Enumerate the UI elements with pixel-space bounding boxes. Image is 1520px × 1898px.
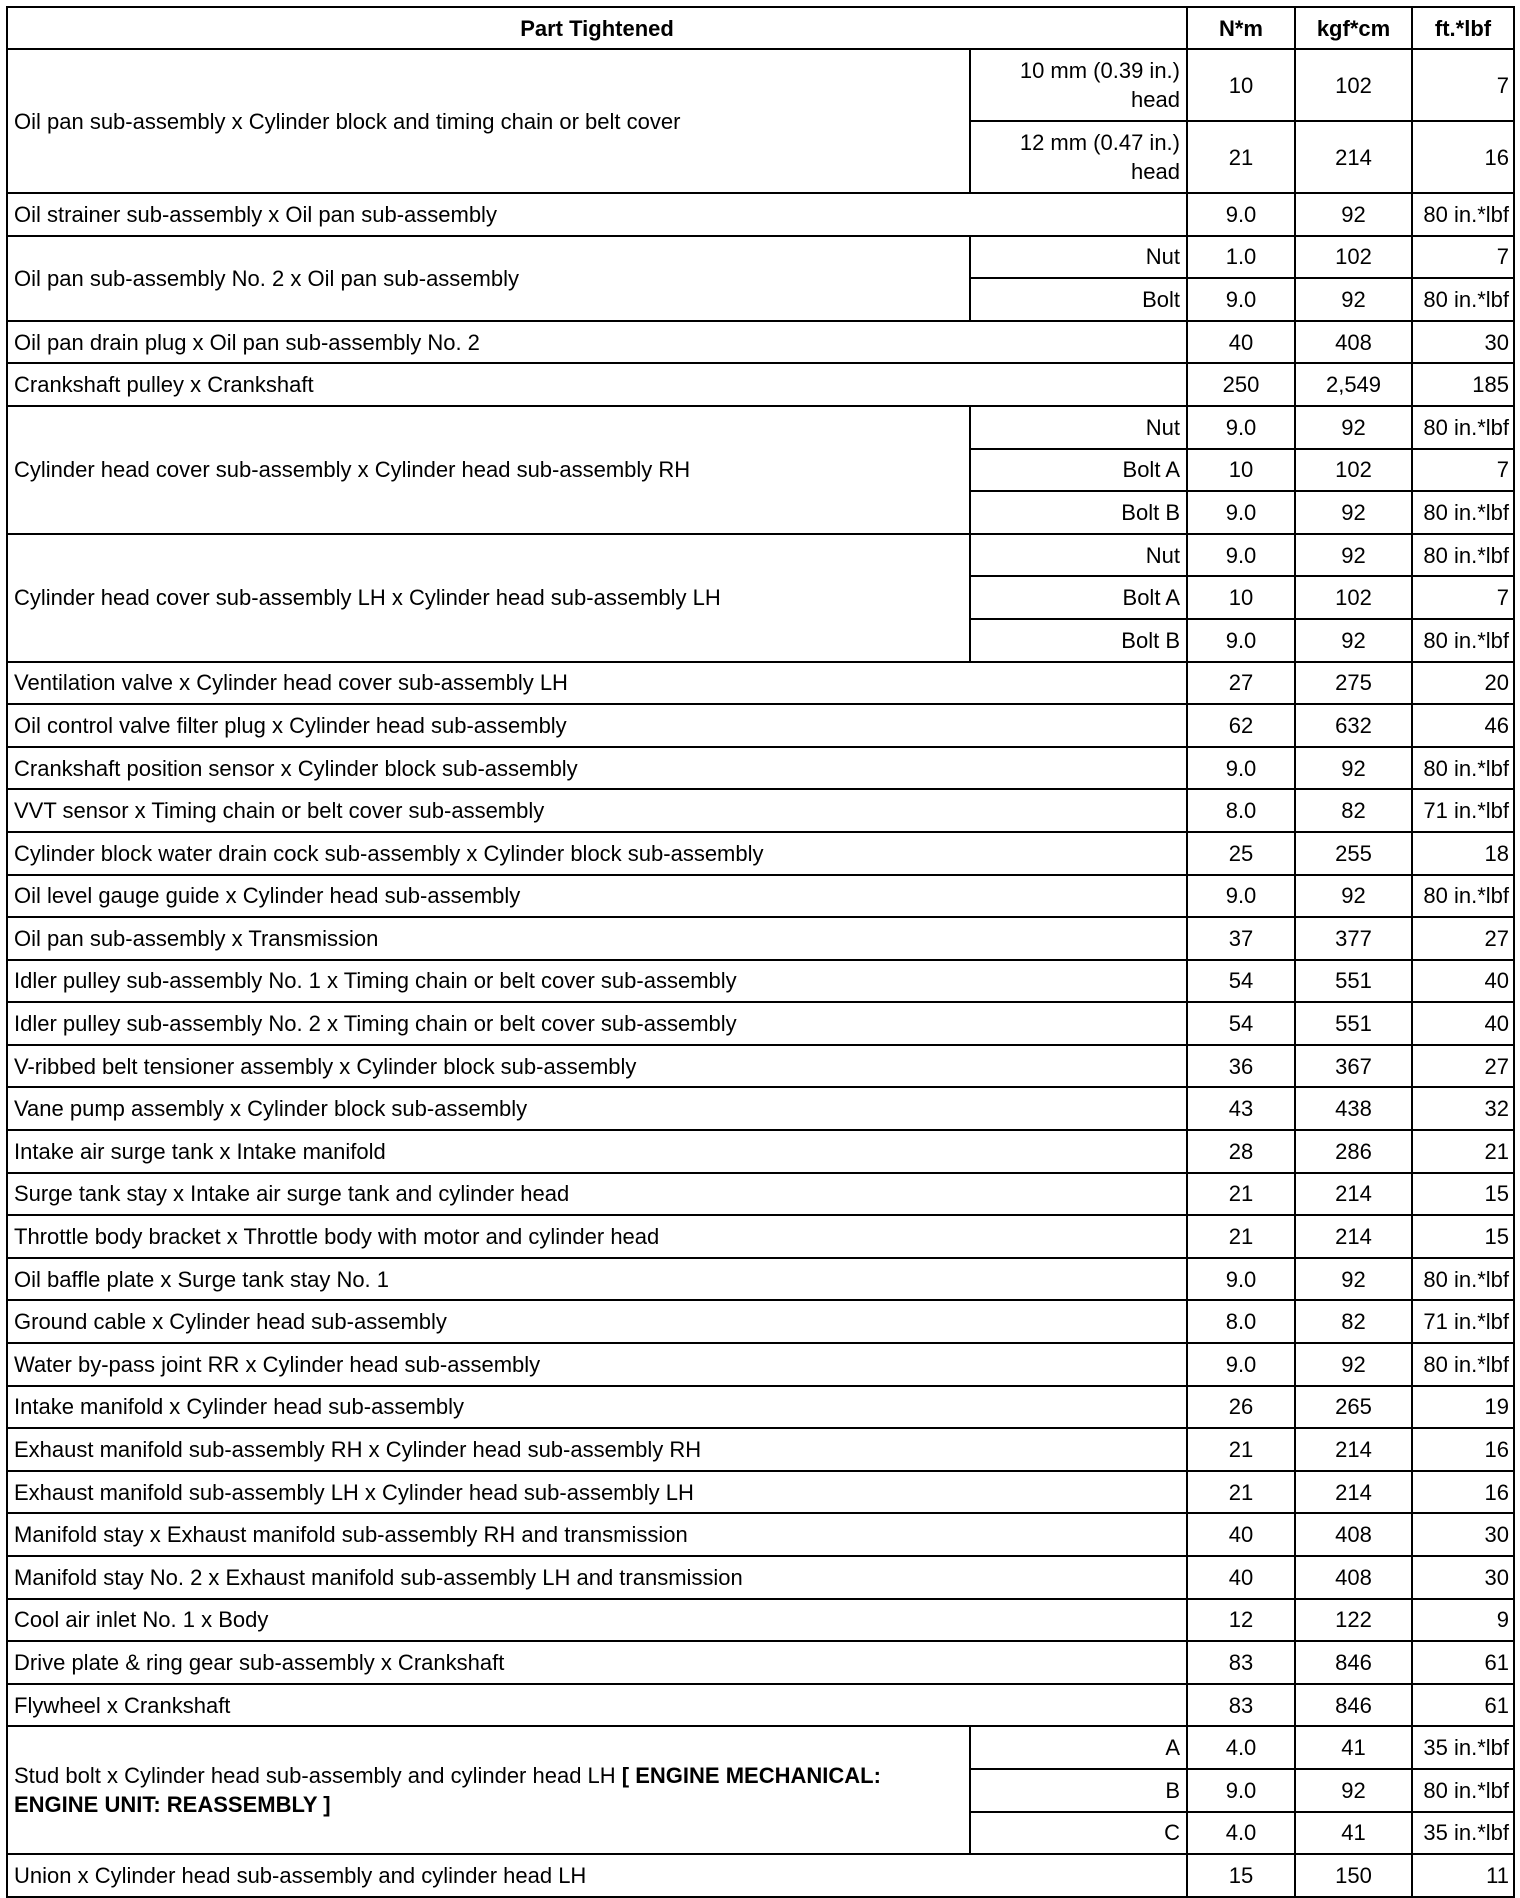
torque-spec-sheet — [6, 6, 1515, 1898]
torque-nm: 83 — [1187, 1641, 1295, 1684]
torque-kgf-cm: 551 — [1295, 960, 1412, 1003]
torque-table — [6, 6, 1515, 1898]
part-name-cell — [7, 236, 970, 321]
fastener-label: Nut — [970, 236, 1187, 279]
torque-kgf-cm: 102 — [1295, 576, 1412, 619]
torque-ft-lbf: 16 — [1412, 121, 1514, 193]
torque-ft-lbf: 80 in.*lbf — [1412, 406, 1514, 449]
part-reference-link-text: [ ENGINE MECHANICAL: ENGINE UNIT: REASSEMBLY ] — [14, 1763, 881, 1818]
part-name: V-ribbed belt tensioner assembly x Cylinder block sub-assembly — [7, 1045, 1187, 1088]
fastener-label: Nut — [970, 406, 1187, 449]
torque-nm: 9.0 — [1187, 1343, 1295, 1386]
table-row — [7, 193, 1514, 236]
part-name: Throttle body bracket x Throttle body with motor and cylinder head — [7, 1215, 1187, 1258]
torque-kgf-cm: 92 — [1295, 1258, 1412, 1301]
part-name: Crankshaft position sensor x Cylinder block sub-assembly — [7, 747, 1187, 790]
part-name: Water by-pass joint RR x Cylinder head sub-assembly — [7, 1343, 1187, 1386]
torque-ft-lbf: 15 — [1412, 1215, 1514, 1258]
part-name: Oil pan drain plug x Oil pan sub-assembly No. 2 — [7, 321, 1187, 364]
torque-nm: 21 — [1187, 1471, 1295, 1514]
table-row — [7, 875, 1514, 918]
part-name: Exhaust manifold sub-assembly RH x Cylinder head sub-assembly RH — [7, 1428, 1187, 1471]
torque-ft-lbf: 19 — [1412, 1386, 1514, 1429]
table-row — [7, 747, 1514, 790]
part-name: Oil control valve filter plug x Cylinder head sub-assembly — [7, 704, 1187, 747]
table-row — [7, 1002, 1514, 1045]
torque-kgf-cm: 214 — [1295, 1215, 1412, 1258]
torque-ft-lbf: 40 — [1412, 960, 1514, 1003]
table-row — [7, 1258, 1514, 1301]
torque-ft-lbf: 27 — [1412, 917, 1514, 960]
fastener-label: Bolt B — [970, 619, 1187, 662]
torque-kgf-cm: 92 — [1295, 1769, 1412, 1812]
part-name: Cylinder head cover sub-assembly LH x Cylinder head sub-assembly LH — [14, 585, 721, 611]
torque-nm: 9.0 — [1187, 193, 1295, 236]
torque-kgf-cm: 286 — [1295, 1130, 1412, 1173]
table-row — [7, 406, 1514, 449]
torque-nm: 9.0 — [1187, 619, 1295, 662]
part-name: Stud bolt x Cylinder head sub-assembly and cylinder head LH — [14, 1763, 616, 1789]
table-row — [7, 1641, 1514, 1684]
torque-nm: 27 — [1187, 662, 1295, 705]
torque-ft-lbf: 7 — [1412, 449, 1514, 492]
fastener-label: Bolt A — [970, 576, 1187, 619]
part-name: Ventilation valve x Cylinder head cover sub-assembly LH — [7, 662, 1187, 705]
torque-nm: 10 — [1187, 576, 1295, 619]
fastener-label: Bolt — [970, 278, 1187, 321]
part-name: Intake manifold x Cylinder head sub-assembly — [7, 1386, 1187, 1429]
table-row — [7, 1428, 1514, 1471]
part-name-cell — [7, 406, 970, 534]
torque-nm: 15 — [1187, 1854, 1295, 1897]
torque-kgf-cm: 92 — [1295, 406, 1412, 449]
torque-kgf-cm: 846 — [1295, 1641, 1412, 1684]
torque-nm: 37 — [1187, 917, 1295, 960]
torque-ft-lbf: 71 in.*lbf — [1412, 1300, 1514, 1343]
torque-nm: 21 — [1187, 1173, 1295, 1216]
table-row — [7, 321, 1514, 364]
torque-nm: 21 — [1187, 1428, 1295, 1471]
torque-ft-lbf: 9 — [1412, 1599, 1514, 1642]
torque-kgf-cm: 92 — [1295, 1343, 1412, 1386]
table-row — [7, 1513, 1514, 1556]
torque-ft-lbf: 80 in.*lbf — [1412, 1343, 1514, 1386]
torque-nm: 25 — [1187, 832, 1295, 875]
torque-ft-lbf: 80 in.*lbf — [1412, 193, 1514, 236]
part-name: Flywheel x Crankshaft — [7, 1684, 1187, 1727]
torque-nm: 54 — [1187, 960, 1295, 1003]
part-name: Oil pan sub-assembly x Transmission — [7, 917, 1187, 960]
table-row — [7, 832, 1514, 875]
table-row — [7, 1556, 1514, 1599]
torque-kgf-cm: 2,549 — [1295, 363, 1412, 406]
table-row — [7, 236, 1514, 279]
header-part-tightened: Part Tightened — [7, 7, 1187, 49]
torque-kgf-cm: 408 — [1295, 1556, 1412, 1599]
part-name: VVT sensor x Timing chain or belt cover sub-assembly — [7, 789, 1187, 832]
table-row — [7, 960, 1514, 1003]
torque-kgf-cm: 92 — [1295, 193, 1412, 236]
part-name-cell — [7, 49, 970, 193]
torque-kgf-cm: 214 — [1295, 1471, 1412, 1514]
torque-kgf-cm: 122 — [1295, 1599, 1412, 1642]
part-name: Oil baffle plate x Surge tank stay No. 1 — [7, 1258, 1187, 1301]
table-row — [7, 534, 1514, 577]
header-nm: N*m — [1187, 7, 1295, 49]
torque-ft-lbf: 7 — [1412, 236, 1514, 279]
torque-ft-lbf: 7 — [1412, 49, 1514, 121]
torque-kgf-cm: 92 — [1295, 619, 1412, 662]
part-name: Drive plate & ring gear sub-assembly x Crankshaft — [7, 1641, 1187, 1684]
torque-kgf-cm: 92 — [1295, 491, 1412, 534]
table-row — [7, 1087, 1514, 1130]
table-body — [7, 49, 1514, 1897]
table-row — [7, 662, 1514, 705]
torque-ft-lbf: 40 — [1412, 1002, 1514, 1045]
torque-kgf-cm: 367 — [1295, 1045, 1412, 1088]
fastener-label: Nut — [970, 534, 1187, 577]
part-name-cell — [7, 1726, 970, 1854]
torque-ft-lbf: 35 in.*lbf — [1412, 1726, 1514, 1769]
torque-nm: 9.0 — [1187, 1258, 1295, 1301]
torque-kgf-cm: 408 — [1295, 321, 1412, 364]
torque-ft-lbf: 61 — [1412, 1684, 1514, 1727]
torque-nm: 9.0 — [1187, 875, 1295, 918]
torque-kgf-cm: 214 — [1295, 1173, 1412, 1216]
fastener-label: Bolt A — [970, 449, 1187, 492]
torque-ft-lbf: 80 in.*lbf — [1412, 278, 1514, 321]
torque-ft-lbf: 32 — [1412, 1087, 1514, 1130]
table-row — [7, 49, 1514, 121]
torque-nm: 9.0 — [1187, 534, 1295, 577]
torque-ft-lbf: 15 — [1412, 1173, 1514, 1216]
torque-ft-lbf: 80 in.*lbf — [1412, 747, 1514, 790]
torque-nm: 40 — [1187, 1513, 1295, 1556]
fastener-label: B — [970, 1769, 1187, 1812]
torque-kgf-cm: 102 — [1295, 49, 1412, 121]
torque-kgf-cm: 92 — [1295, 875, 1412, 918]
torque-ft-lbf: 7 — [1412, 576, 1514, 619]
torque-ft-lbf: 80 in.*lbf — [1412, 619, 1514, 662]
table-row — [7, 1300, 1514, 1343]
torque-ft-lbf: 11 — [1412, 1854, 1514, 1897]
torque-nm: 62 — [1187, 704, 1295, 747]
torque-nm: 21 — [1187, 1215, 1295, 1258]
torque-kgf-cm: 255 — [1295, 832, 1412, 875]
torque-kgf-cm: 377 — [1295, 917, 1412, 960]
part-name: Crankshaft pulley x Crankshaft — [7, 363, 1187, 406]
torque-kgf-cm: 82 — [1295, 1300, 1412, 1343]
part-name: Exhaust manifold sub-assembly LH x Cylinder head sub-assembly LH — [7, 1471, 1187, 1514]
table-row — [7, 1684, 1514, 1727]
torque-kgf-cm: 150 — [1295, 1854, 1412, 1897]
table-row — [7, 917, 1514, 960]
torque-nm: 9.0 — [1187, 406, 1295, 449]
torque-kgf-cm: 408 — [1295, 1513, 1412, 1556]
table-row — [7, 363, 1514, 406]
torque-nm: 250 — [1187, 363, 1295, 406]
torque-nm: 26 — [1187, 1386, 1295, 1429]
torque-kgf-cm: 551 — [1295, 1002, 1412, 1045]
torque-ft-lbf: 16 — [1412, 1471, 1514, 1514]
torque-nm: 12 — [1187, 1599, 1295, 1642]
part-name: Manifold stay No. 2 x Exhaust manifold sub-assembly LH and transmission — [7, 1556, 1187, 1599]
torque-kgf-cm: 102 — [1295, 236, 1412, 279]
torque-kgf-cm: 438 — [1295, 1087, 1412, 1130]
torque-nm: 4.0 — [1187, 1812, 1295, 1855]
torque-kgf-cm: 41 — [1295, 1726, 1412, 1769]
part-name: Oil level gauge guide x Cylinder head sub-assembly — [7, 875, 1187, 918]
fastener-label: A — [970, 1726, 1187, 1769]
table-row — [7, 1726, 1514, 1769]
torque-ft-lbf: 30 — [1412, 1556, 1514, 1599]
torque-kgf-cm: 92 — [1295, 747, 1412, 790]
torque-kgf-cm: 214 — [1295, 121, 1412, 193]
torque-nm: 9.0 — [1187, 278, 1295, 321]
torque-nm: 8.0 — [1187, 1300, 1295, 1343]
fastener-label: 10 mm (0.39 in.) head — [970, 49, 1187, 121]
table-row — [7, 1471, 1514, 1514]
torque-nm: 36 — [1187, 1045, 1295, 1088]
torque-kgf-cm: 265 — [1295, 1386, 1412, 1429]
torque-ft-lbf: 27 — [1412, 1045, 1514, 1088]
part-name: Oil pan sub-assembly x Cylinder block and timing chain or belt cover — [14, 108, 681, 134]
torque-nm: 1.0 — [1187, 236, 1295, 279]
table-row — [7, 1854, 1514, 1897]
fastener-label: Bolt B — [970, 491, 1187, 534]
header-ft-lbf: ft.*lbf — [1412, 7, 1514, 49]
part-name-cell — [7, 534, 970, 662]
torque-ft-lbf: 30 — [1412, 321, 1514, 364]
part-name: Idler pulley sub-assembly No. 2 x Timing chain or belt cover sub-assembly — [7, 1002, 1187, 1045]
table-row — [7, 704, 1514, 747]
torque-ft-lbf: 46 — [1412, 704, 1514, 747]
torque-nm: 21 — [1187, 121, 1295, 193]
part-name: Ground cable x Cylinder head sub-assembly — [7, 1300, 1187, 1343]
torque-kgf-cm: 92 — [1295, 278, 1412, 321]
torque-kgf-cm: 275 — [1295, 662, 1412, 705]
part-name: Vane pump assembly x Cylinder block sub-assembly — [7, 1087, 1187, 1130]
torque-ft-lbf: 80 in.*lbf — [1412, 1258, 1514, 1301]
torque-ft-lbf: 80 in.*lbf — [1412, 875, 1514, 918]
table-row — [7, 1599, 1514, 1642]
table-row — [7, 1045, 1514, 1088]
part-name: Cylinder block water drain cock sub-assembly x Cylinder block sub-assembly — [7, 832, 1187, 875]
table-row — [7, 1386, 1514, 1429]
torque-kgf-cm: 214 — [1295, 1428, 1412, 1471]
torque-nm: 54 — [1187, 1002, 1295, 1045]
torque-ft-lbf: 18 — [1412, 832, 1514, 875]
header-row — [7, 7, 1514, 49]
torque-ft-lbf: 80 in.*lbf — [1412, 491, 1514, 534]
fastener-label: C — [970, 1812, 1187, 1855]
part-name: Surge tank stay x Intake air surge tank and cylinder head — [7, 1173, 1187, 1216]
torque-ft-lbf: 185 — [1412, 363, 1514, 406]
torque-nm: 83 — [1187, 1684, 1295, 1727]
torque-ft-lbf: 35 in.*lbf — [1412, 1812, 1514, 1855]
table-row — [7, 789, 1514, 832]
part-name: Union x Cylinder head sub-assembly and cylinder head LH — [7, 1854, 1187, 1897]
torque-nm: 9.0 — [1187, 747, 1295, 790]
table-row — [7, 1173, 1514, 1216]
torque-nm: 43 — [1187, 1087, 1295, 1130]
torque-ft-lbf: 16 — [1412, 1428, 1514, 1471]
torque-nm: 9.0 — [1187, 491, 1295, 534]
part-name: Oil pan sub-assembly No. 2 x Oil pan sub-assembly — [14, 265, 519, 291]
header-kgf-cm: kgf*cm — [1295, 7, 1412, 49]
part-name: Cool air inlet No. 1 x Body — [7, 1599, 1187, 1642]
torque-ft-lbf: 80 in.*lbf — [1412, 1769, 1514, 1812]
torque-nm: 28 — [1187, 1130, 1295, 1173]
part-name: Idler pulley sub-assembly No. 1 x Timing chain or belt cover sub-assembly — [7, 960, 1187, 1003]
torque-kgf-cm: 82 — [1295, 789, 1412, 832]
table-row — [7, 1215, 1514, 1258]
torque-kgf-cm: 41 — [1295, 1812, 1412, 1855]
torque-ft-lbf: 71 in.*lbf — [1412, 789, 1514, 832]
torque-ft-lbf: 30 — [1412, 1513, 1514, 1556]
part-name: Manifold stay x Exhaust manifold sub-assembly RH and transmission — [7, 1513, 1187, 1556]
torque-ft-lbf: 20 — [1412, 662, 1514, 705]
torque-nm: 10 — [1187, 49, 1295, 121]
torque-ft-lbf: 80 in.*lbf — [1412, 534, 1514, 577]
torque-kgf-cm: 846 — [1295, 1684, 1412, 1727]
torque-nm: 40 — [1187, 1556, 1295, 1599]
part-name: Cylinder head cover sub-assembly x Cylinder head sub-assembly RH — [14, 457, 691, 483]
torque-kgf-cm: 632 — [1295, 704, 1412, 747]
torque-ft-lbf: 21 — [1412, 1130, 1514, 1173]
torque-nm: 10 — [1187, 449, 1295, 492]
table-row — [7, 1343, 1514, 1386]
torque-kgf-cm: 92 — [1295, 534, 1412, 577]
torque-ft-lbf: 61 — [1412, 1641, 1514, 1684]
torque-nm: 40 — [1187, 321, 1295, 364]
torque-nm: 4.0 — [1187, 1726, 1295, 1769]
part-name: Oil strainer sub-assembly x Oil pan sub-assembly — [7, 193, 1187, 236]
torque-nm: 9.0 — [1187, 1769, 1295, 1812]
torque-nm: 8.0 — [1187, 789, 1295, 832]
table-row — [7, 1130, 1514, 1173]
torque-kgf-cm: 102 — [1295, 449, 1412, 492]
part-name: Intake air surge tank x Intake manifold — [7, 1130, 1187, 1173]
fastener-label: 12 mm (0.47 in.) head — [970, 121, 1187, 193]
